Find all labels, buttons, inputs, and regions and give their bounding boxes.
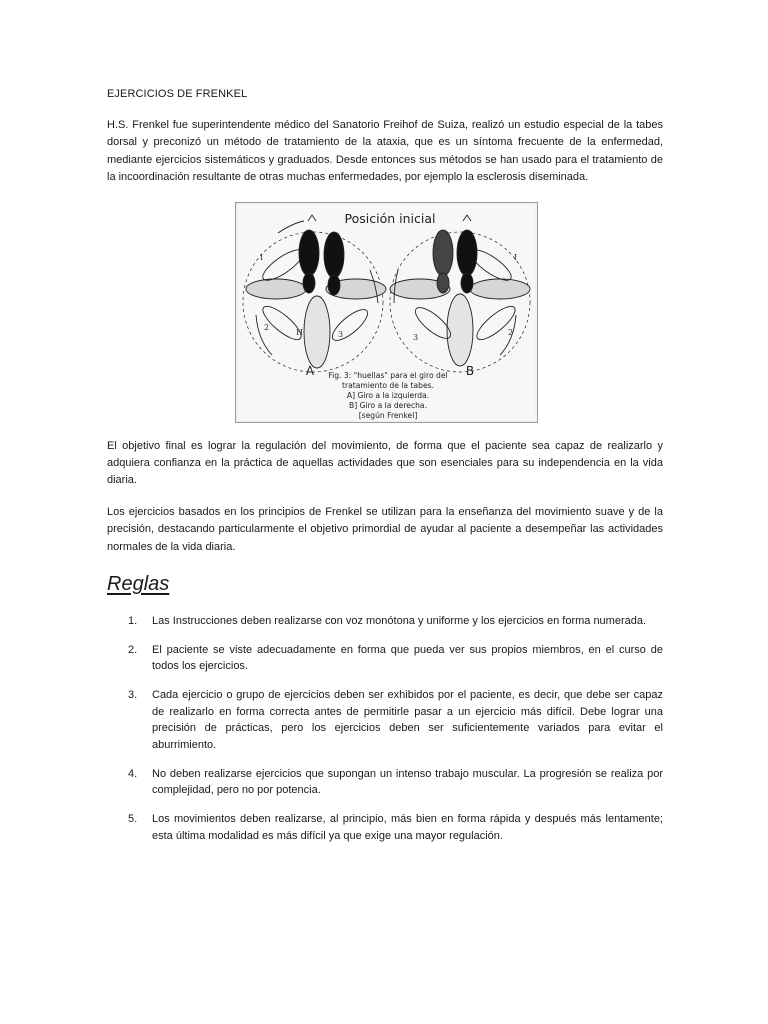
rule-number: 5. <box>128 813 138 826</box>
svg-text:3: 3 <box>412 332 418 342</box>
figure-caption <box>328 371 447 420</box>
rule-item <box>107 613 663 629</box>
rule-text: No deben realizarse ejercicios que supongan un intenso trabajo muscular. La progresión se realiza por complejidad, pero no por potencia. <box>152 767 663 797</box>
svg-text:I: I <box>513 252 517 262</box>
caption-line: [según Frenkel] <box>358 410 417 420</box>
svg-text:I: I <box>259 252 263 262</box>
rule-text: Los movimientos deben realizarse, al principio, más bien en forma rápida y después más lentamente; esta última modalidad es más difícil ya que exige una mayor regulación. <box>152 813 663 842</box>
intro-paragraph: H.S. Frenkel fue superintendente médico del Sanatorio Freihof de Suiza, realizó un estudio especial de la tabes dorsal y preconizó un método de tratamiento de la ataxia, que es un síntoma frecuente de la enfermedad, mediante ejercicios sistemáticos y graduados. Desde entonces sus métodos se han usado para el tratamiento de la incoordinación resultante de otras muchas enfermedades, por ejemplo la esclerosis diseminada. <box>107 119 663 184</box>
document-page <box>107 86 663 857</box>
document-title: EJERCICIOS DE FRENKEL <box>107 88 248 100</box>
footprints-diagram <box>238 205 535 420</box>
rule-number: 3. <box>128 689 138 702</box>
rule-item <box>107 811 663 844</box>
rule-text: Cada ejercicio o grupo de ejercicios deben ser exhibidos por el paciente, es decir, que debe ser capaz de realizarlo en forma correcta antes de permitirle pasar a un ejercicio más difícil. Debe lograr una precisión de prácticas, pero los ejercicios deben ser suficientemente variados para evitar el aburrimiento. <box>152 689 663 751</box>
diagram-b-label: B <box>465 363 474 378</box>
footprints-figure <box>235 202 538 423</box>
caption-line: B] Giro a la derecha. <box>348 400 427 410</box>
diagram-a-label: A <box>305 363 314 378</box>
svg-text:2: 2 <box>263 322 269 332</box>
svg-text:H: H <box>295 327 303 337</box>
caption-line: Fig. 3: "huellas" para el giro del <box>327 370 448 380</box>
rule-item <box>107 766 663 799</box>
rule-item <box>107 687 663 753</box>
caption-line: tratamiento de la tabes. <box>341 380 434 390</box>
figure-heading: Posición inicial <box>344 210 435 226</box>
svg-text:3: 3 <box>337 329 343 339</box>
rule-number: 2. <box>128 644 138 657</box>
objective-paragraph: El objetivo final es lograr la regulación del movimiento, de forma que el paciente sea capaz de realizarlo y adquiera confianza en la práctica de aquellas actividades que son esenciales para su independencia en la vida diaria. <box>107 439 663 487</box>
rules-heading: Reglas <box>107 573 170 596</box>
rule-number: 1. <box>128 615 138 628</box>
principles-paragraph: Los ejercicios basados en los principios de Frenkel se utilizan para la enseñanza del movimiento suave y de la precisión, destacando particularmente el objetivo primordial de ayudar al paciente a desempeñar las actividades normales de la vida diaria. <box>107 505 663 553</box>
diagram-b <box>390 215 530 372</box>
diagram-a <box>243 215 386 372</box>
rule-text: El paciente se viste adecuadamente en forma que pueda ver sus propios miembros, en el curso de todos los ejercicios. <box>152 644 663 673</box>
rule-item <box>107 642 663 675</box>
rules-list <box>107 613 663 844</box>
rule-text: Las Instrucciones deben realizarse con voz monótona y uniforme y los ejercicios en forma numerada. <box>152 615 647 628</box>
rule-number: 4. <box>128 767 138 780</box>
diagram-annotations <box>260 253 517 342</box>
caption-line: A] Giro a la izquierda. <box>346 390 429 400</box>
svg-text:2: 2 <box>507 327 513 337</box>
